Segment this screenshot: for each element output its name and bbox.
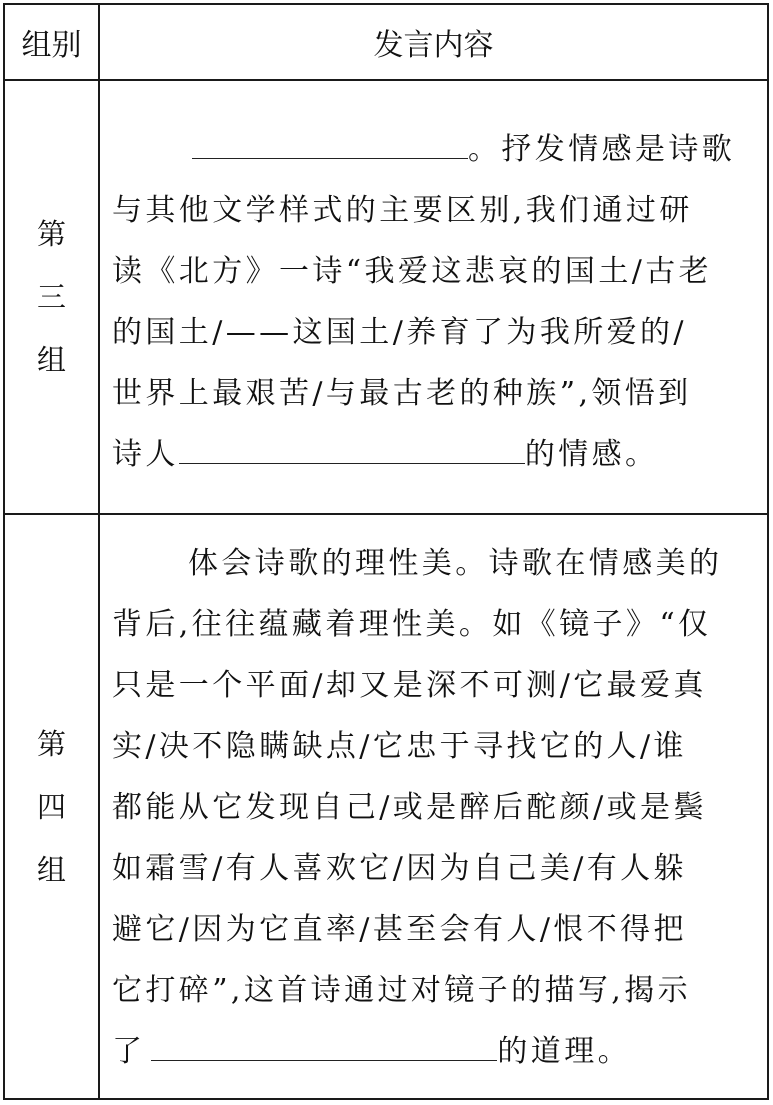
group-char: 三	[36, 279, 66, 314]
text-line: 只是一个平面/却又是深不可测/它最爱真	[112, 668, 707, 703]
text-line: 背后,往往蕴藏着理性美。如《镜子》“仅	[112, 607, 712, 642]
speech-table	[3, 3, 769, 1100]
text-line: 都能从它发现自己/或是醉后酡颜/或是鬓	[112, 790, 707, 825]
group-4-content	[100, 533, 767, 1082]
group-char: 第	[36, 727, 66, 761]
line-text: 的道理。	[497, 1034, 632, 1069]
line-text: 了	[112, 1034, 146, 1069]
text-line	[112, 1021, 761, 1082]
text-line: 避它/因为它直率/甚至会有人/恨不得把	[112, 912, 687, 947]
text-line: 它打碎”,这首诗通过对镜子的描写,揭示	[112, 973, 692, 1008]
text-line	[112, 424, 761, 485]
text-line: 如霜雪/有人喜欢它/因为自己美/有人躲	[112, 851, 687, 886]
group-char: 第	[36, 216, 66, 251]
text-line: 体会诗歌的理性美。诗歌在情感美的	[188, 546, 723, 581]
text-line: 与其他文学样式的主要区别,我们通过研	[112, 193, 693, 228]
text-line: 读《北方》一诗“我爱这悲哀的国土/古老	[112, 254, 713, 289]
header-divider	[5, 79, 767, 81]
group-char: 四	[36, 790, 66, 824]
text-line: 的国土/——这国土/养育了为我所爱的/	[112, 315, 687, 350]
group-label-4	[5, 515, 98, 1100]
line-text: 。抒发情感是诗歌	[468, 132, 736, 167]
text-line: 实/决不隐瞒缺点/它忠于寻找它的人/谁	[112, 729, 687, 764]
fill-in-blank[interactable]	[151, 1032, 497, 1061]
group-char: 组	[36, 342, 66, 377]
content-column-header: 发言内容	[373, 28, 494, 63]
group-char: 组	[36, 853, 66, 887]
line-text: 诗人	[112, 437, 179, 472]
text-line	[112, 119, 761, 180]
fill-in-blank[interactable]	[192, 130, 468, 159]
row-divider	[5, 513, 767, 515]
group-column-header: 组别	[21, 28, 82, 63]
text-line: 世界上最艰苦/与最古老的种族”,领悟到	[112, 376, 692, 411]
fill-in-blank[interactable]	[179, 435, 525, 464]
group-label-3	[5, 81, 98, 513]
line-text: 的情感。	[524, 437, 659, 472]
group-3-content	[100, 119, 767, 485]
